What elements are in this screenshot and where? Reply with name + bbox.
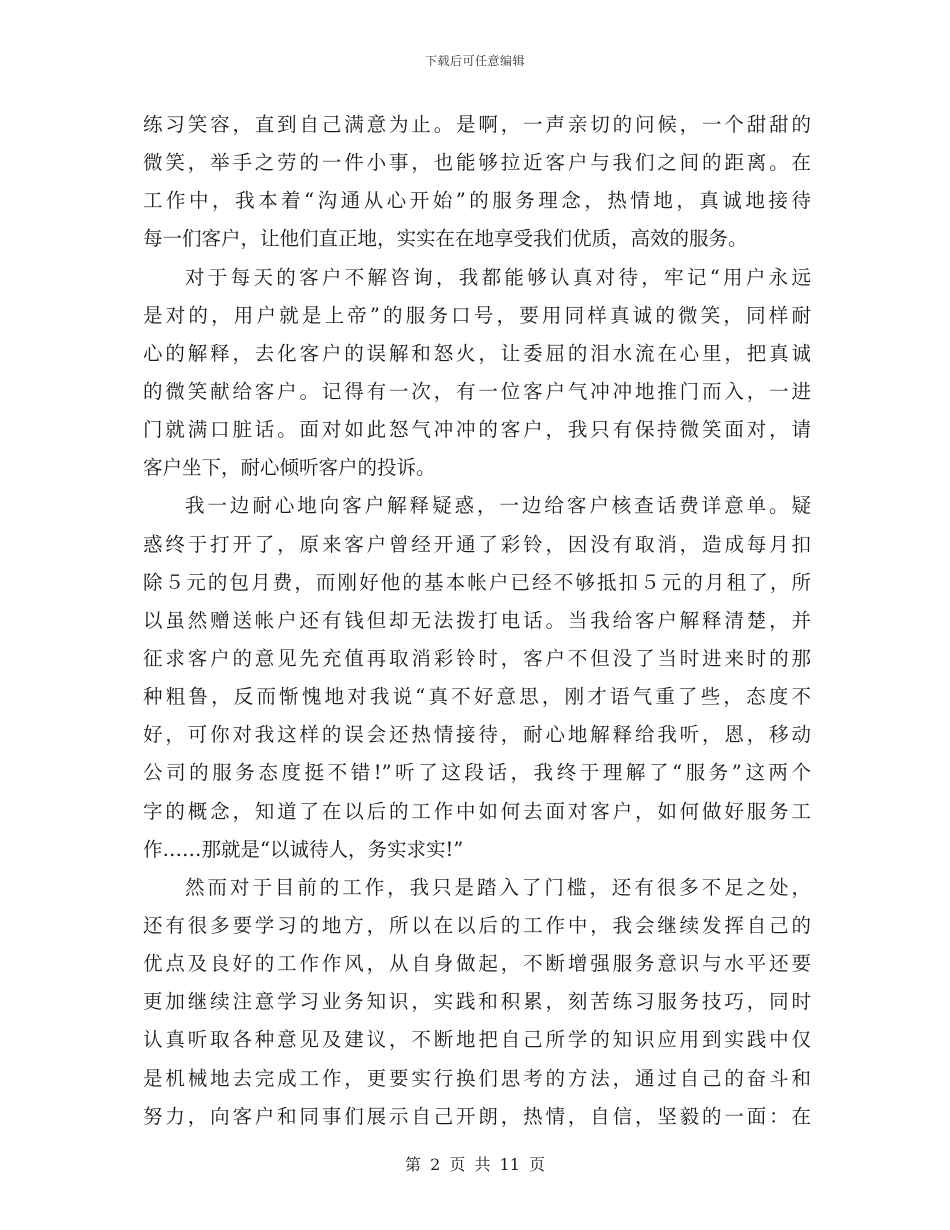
- text-line: 以虽然赠送帐户还有钱但却无法拨打电话。当我给客户解释清楚，并: [143, 608, 811, 632]
- text-line: 征求客户的意见先充值再取消彩铃时，客户不但没了当时进来时的那: [143, 646, 811, 670]
- text-line: 公司的服务态度挺不错!”听了这段话，我终于理解了“服务”这两个: [143, 761, 811, 785]
- paragraph: [143, 869, 811, 1136]
- text-line: 努力，向客户和同事们展示自己开朗，热情，自信，坚毅的一面：在: [143, 1104, 811, 1128]
- paragraph: [143, 259, 811, 488]
- text-line: 练习笑容，直到自己满意为止。是啊，一声亲切的问候，一个甜甜的: [143, 113, 811, 136]
- text-line: 除５元的包月费，而刚好他的基本帐户已经不够抵扣５元的月租了，所: [143, 570, 811, 594]
- text-line: 门就满口脏话。面对如此怒气冲冲的客户，我只有保持微笑面对，请: [143, 418, 811, 442]
- text-line: 每一们客户，让他们直正地，实实在在地享受我们优质，高效的服务。: [143, 227, 748, 251]
- text-line: 还有很多要学习的地方，所以在以后的工作中，我会继续发挥自己的: [143, 913, 811, 937]
- text-line: 客户坐下，耐心倾听客户的投诉。: [143, 456, 436, 480]
- text-line: 然而对于目前的工作，我只是踏入了门槛，还有很多不足之处，: [185, 875, 811, 899]
- paragraph: [143, 106, 811, 259]
- page-number: 第 2 页 共 11 页: [405, 1155, 545, 1174]
- text-line: 工作中，我本着“沟通从心开始”的服务理念，热情地，真诚地接待: [143, 189, 811, 213]
- page-header: 下载后可任意编辑: [424, 54, 525, 68]
- text-line: 好，可你对我这样的误会还热情接待，耐心地解释给我听，恩，移动: [143, 723, 811, 747]
- text-line: 字的概念，知道了在以后的工作中如何去面对客户，如何做好服务工: [143, 799, 811, 823]
- text-line: 的微笑献给客户。记得有一次，有一位客户气冲冲地推门而入，一进: [143, 379, 811, 403]
- text-line: 认真听取各种意见及建议，不断地把自己所学的知识应用到实践中仅: [143, 1028, 811, 1052]
- text-line: 种粗鲁，反而惭愧地对我说“真不好意思，刚才语气重了些，态度不: [143, 685, 811, 709]
- document-body: [143, 106, 811, 1136]
- text-line: 作……那就是“以诚待人，务实求实!”: [143, 837, 464, 861]
- text-line: 惑终于打开了，原来客户曾经开通了彩铃，因没有取消，造成每月扣: [143, 532, 811, 556]
- paragraph: [143, 487, 811, 868]
- text-line: 是对的，用户就是上帝”的服务口号，要用同样真诚的微笑，同样耐: [143, 303, 811, 327]
- text-line: 我一边耐心地向客户解释疑惑，一边给客户核查话费详意单。疑: [185, 494, 811, 518]
- text-line: 对于每天的客户不解咨询，我都能够认真对待，牢记“用户永远: [185, 265, 811, 289]
- text-line: 心的解释，去化客户的误解和怒火，让委屈的泪水流在心里，把真诚: [143, 341, 811, 365]
- text-line: 微笑，举手之劳的一件小事，也能够拉近客户与我们之间的距离。在: [143, 151, 811, 175]
- text-line: 优点及良好的工作作风，从自身做起，不断增强服务意识与水平还要: [143, 952, 811, 976]
- text-line: 是机械地去完成工作，更要实行换们思考的方法，通过自己的奋斗和: [143, 1066, 811, 1090]
- text-line: 更加继续注意学习业务知识，实践和积累，刻苦练习服务技巧，同时: [143, 990, 811, 1014]
